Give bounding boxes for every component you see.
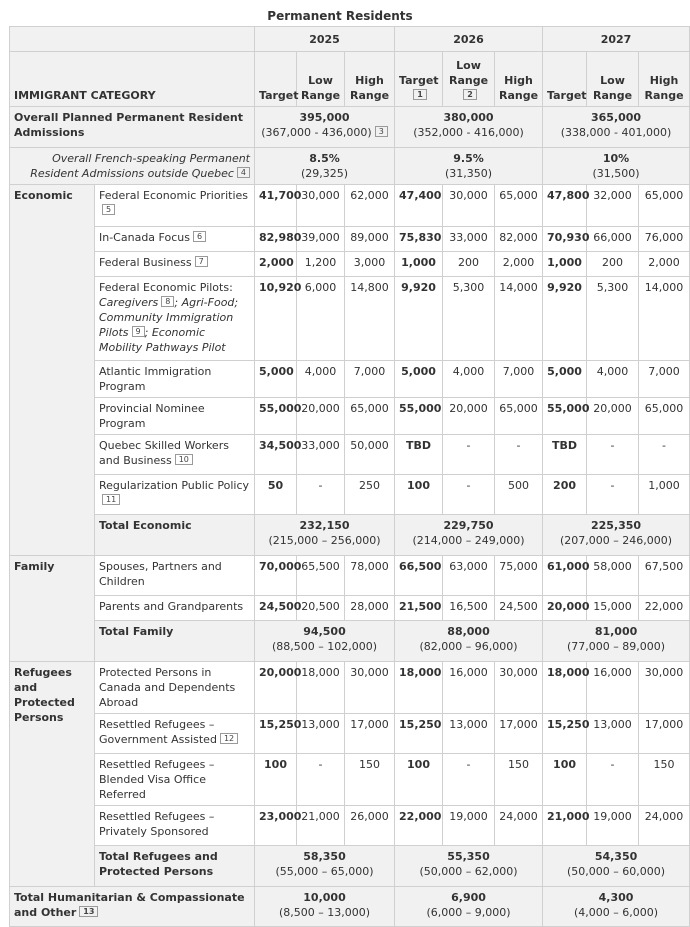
high-range-header: High Range <box>495 52 543 107</box>
row-label: Atlantic Immigration Program <box>95 361 255 398</box>
high-range-value: 150 <box>495 754 543 806</box>
high-range-value: 7,000 <box>639 361 690 398</box>
table-row <box>10 361 690 398</box>
target-value: 15,250 <box>395 714 443 754</box>
table-row <box>10 435 690 475</box>
economic-group-label: Economic <box>10 185 95 556</box>
target-value: 18,000 <box>395 662 443 714</box>
target-value: 34,500 <box>255 435 297 475</box>
target-value: 100 <box>543 754 587 806</box>
table-row <box>10 556 690 596</box>
overall-2025: 395,000 (367,000 - 436,000) 3 <box>255 107 395 148</box>
low-range-value: 19,000 <box>443 806 495 846</box>
high-range-value: 76,000 <box>639 227 690 252</box>
low-range-value: - <box>443 754 495 806</box>
low-range-value: 5,300 <box>587 277 639 361</box>
year-2025: 2025 <box>255 27 395 52</box>
row-label: Resettled Refugees – Privately Sponsored <box>95 806 255 846</box>
total-value: 94,500 (88,500 – 102,000) <box>255 621 395 662</box>
low-range-value: 19,000 <box>587 806 639 846</box>
table-row <box>10 596 690 621</box>
row-label: Regularization Public Policy11 <box>95 475 255 515</box>
total-label: Total Family <box>95 621 255 662</box>
total-label: Total Refugees and Protected Persons <box>95 846 255 887</box>
humanitarian-value: 6,900 (6,000 – 9,000) <box>395 887 543 927</box>
target-value: 100 <box>255 754 297 806</box>
target-value: TBD <box>395 435 443 475</box>
high-range-value: 75,000 <box>495 556 543 596</box>
target-value: 20,000 <box>543 596 587 621</box>
footnote-link[interactable]: 1 <box>413 89 427 100</box>
low-range-value: 58,000 <box>587 556 639 596</box>
humanitarian-label: Total Humanitarian & Compassionate and Other 13 <box>10 887 255 927</box>
table-row <box>10 714 690 754</box>
table-row <box>10 475 690 515</box>
total-value: 88,000 (82,000 – 96,000) <box>395 621 543 662</box>
target-value: 82,980 <box>255 227 297 252</box>
low-range-value: - <box>297 754 345 806</box>
high-range-value: 500 <box>495 475 543 515</box>
target-value: 18,000 <box>543 662 587 714</box>
total-row <box>10 621 690 662</box>
target-header: Target <box>255 52 297 107</box>
low-range-value: - <box>587 754 639 806</box>
target-value: 5,000 <box>255 361 297 398</box>
footnote-link[interactable]: 3 <box>375 126 388 137</box>
table-row <box>10 277 690 361</box>
low-range-value: 18,000 <box>297 662 345 714</box>
low-range-value: 20,500 <box>297 596 345 621</box>
footnote-link[interactable]: 12 <box>220 733 238 744</box>
high-range-value: 17,000 <box>495 714 543 754</box>
row-label: Spouses, Partners and Children <box>95 556 255 596</box>
low-range-value: 32,000 <box>587 185 639 227</box>
low-range-value: 15,000 <box>587 596 639 621</box>
high-range-value: 50,000 <box>345 435 395 475</box>
low-range-value: 4,000 <box>297 361 345 398</box>
target-value: 24,500 <box>255 596 297 621</box>
high-range-header: High Range <box>639 52 690 107</box>
row-label: Quebec Skilled Workers and Business 10 <box>95 435 255 475</box>
high-range-value: 65,000 <box>345 398 395 435</box>
target-value: 100 <box>395 475 443 515</box>
target-value: 5,000 <box>395 361 443 398</box>
header-blank <box>10 27 255 52</box>
target-value: 5,000 <box>543 361 587 398</box>
low-range-value: 13,000 <box>443 714 495 754</box>
table-row <box>10 662 690 714</box>
low-range-header: Low Range <box>297 52 345 107</box>
target-value: 50 <box>255 475 297 515</box>
low-range-value: - <box>587 475 639 515</box>
high-range-value: 1,000 <box>639 475 690 515</box>
low-range-value: 13,000 <box>297 714 345 754</box>
permanent-residents-table <box>9 26 690 927</box>
high-range-value: 65,000 <box>639 398 690 435</box>
low-range-value: - <box>443 475 495 515</box>
high-range-value: 67,500 <box>639 556 690 596</box>
target-value: 23,000 <box>255 806 297 846</box>
low-range-value: - <box>297 475 345 515</box>
year-2027: 2027 <box>543 27 690 52</box>
high-range-value: 22,000 <box>639 596 690 621</box>
low-range-value: 5,300 <box>443 277 495 361</box>
target-value: 47,800 <box>543 185 587 227</box>
target-value: 2,000 <box>255 252 297 277</box>
target-value: 100 <box>395 754 443 806</box>
target-header: Target 1 <box>395 52 443 107</box>
low-range-value: - <box>443 435 495 475</box>
target-value: 61,000 <box>543 556 587 596</box>
humanitarian-value: 4,300 (4,000 – 6,000) <box>543 887 690 927</box>
target-value: 15,250 <box>543 714 587 754</box>
high-range-value: 30,000 <box>495 662 543 714</box>
high-range-value: 82,000 <box>495 227 543 252</box>
overall-label: Overall Planned Permanent Resident Admissions <box>10 107 255 148</box>
row-label: Parents and Grandparents <box>95 596 255 621</box>
low-range-value: 200 <box>443 252 495 277</box>
footnote-link[interactable]: 11 <box>102 494 120 505</box>
footnote-link[interactable]: 10 <box>175 454 193 465</box>
table-row <box>10 754 690 806</box>
table-row <box>10 252 690 277</box>
high-range-value: 30,000 <box>345 662 395 714</box>
footnote-link[interactable]: 5 <box>102 204 115 215</box>
low-range-value: 6,000 <box>297 277 345 361</box>
high-range-value: 28,000 <box>345 596 395 621</box>
row-label: Provincial Nominee Program <box>95 398 255 435</box>
high-range-value: 14,800 <box>345 277 395 361</box>
high-range-value: 2,000 <box>495 252 543 277</box>
table-row <box>10 227 690 252</box>
table-row <box>10 398 690 435</box>
high-range-value: 24,000 <box>495 806 543 846</box>
high-range-value: 17,000 <box>639 714 690 754</box>
category-header: IMMIGRANT CATEGORY <box>10 52 255 107</box>
total-value: 54,350 (50,000 – 60,000) <box>543 846 690 887</box>
low-range-value: 21,000 <box>297 806 345 846</box>
low-range-value: 33,000 <box>297 435 345 475</box>
low-range-value: 1,200 <box>297 252 345 277</box>
low-range-header: Low Range <box>587 52 639 107</box>
low-range-value: 63,000 <box>443 556 495 596</box>
row-label: Federal Economic Priorities5 <box>95 185 255 227</box>
low-range-value: 20,000 <box>587 398 639 435</box>
target-value: 9,920 <box>395 277 443 361</box>
target-value: 21,500 <box>395 596 443 621</box>
low-range-value: - <box>587 435 639 475</box>
high-range-value: 65,000 <box>639 185 690 227</box>
low-range-value: 16,000 <box>443 662 495 714</box>
low-range-value: 39,000 <box>297 227 345 252</box>
high-range-value: 26,000 <box>345 806 395 846</box>
high-range-value: 7,000 <box>345 361 395 398</box>
high-range-value: 3,000 <box>345 252 395 277</box>
total-value: 229,750 (214,000 – 249,000) <box>395 515 543 556</box>
row-label: Federal Economic Pilots: Caregivers 8 ; Agri-Food; Community Immigration Pilots 9 ; Economic Mobility Pathways Pilot <box>95 277 255 361</box>
high-range-value: 65,000 <box>495 398 543 435</box>
total-value: 81,000 (77,000 – 89,000) <box>543 621 690 662</box>
year-2026: 2026 <box>395 27 543 52</box>
low-range-value: 20,000 <box>297 398 345 435</box>
low-range-value: 20,000 <box>443 398 495 435</box>
high-range-value: 62,000 <box>345 185 395 227</box>
french-label: Overall French-speaking Permanent Resident Admissions outside Quebec 4 <box>10 148 255 185</box>
row-label: Federal Business 7 <box>95 252 255 277</box>
target-value: 15,250 <box>255 714 297 754</box>
target-value: 200 <box>543 475 587 515</box>
target-value: 1,000 <box>543 252 587 277</box>
overall-2027: 365,000 (338,000 - 401,000) <box>543 107 690 148</box>
high-range-header: High Range <box>345 52 395 107</box>
target-value: TBD <box>543 435 587 475</box>
target-value: 20,000 <box>255 662 297 714</box>
low-range-value: 4,000 <box>587 361 639 398</box>
footnote-link[interactable]: 4 <box>237 167 250 178</box>
high-range-value: 17,000 <box>345 714 395 754</box>
low-range-value: 30,000 <box>297 185 345 227</box>
high-range-value: - <box>495 435 543 475</box>
low-range-value: 4,000 <box>443 361 495 398</box>
high-range-value: 24,500 <box>495 596 543 621</box>
high-range-value: 30,000 <box>639 662 690 714</box>
target-value: 1,000 <box>395 252 443 277</box>
footnote-link[interactable]: 9 <box>132 326 145 337</box>
total-row <box>10 846 690 887</box>
high-range-value: 14,000 <box>639 277 690 361</box>
low-range-value: 65,500 <box>297 556 345 596</box>
high-range-value: 78,000 <box>345 556 395 596</box>
high-range-value: 2,000 <box>639 252 690 277</box>
low-range-value: 30,000 <box>443 185 495 227</box>
target-value: 75,830 <box>395 227 443 252</box>
humanitarian-value: 10,000 (8,500 – 13,000) <box>255 887 395 927</box>
total-value: 232,150 (215,000 – 256,000) <box>255 515 395 556</box>
table-caption: Permanent Residents <box>267 9 413 23</box>
high-range-value: 24,000 <box>639 806 690 846</box>
target-value: 47,400 <box>395 185 443 227</box>
low-range-header: Low Range 2 <box>443 52 495 107</box>
low-range-value: 13,000 <box>587 714 639 754</box>
row-label: Protected Persons in Canada and Dependents Abroad <box>95 662 255 714</box>
total-row <box>10 515 690 556</box>
high-range-value: 65,000 <box>495 185 543 227</box>
target-value: 70,000 <box>255 556 297 596</box>
high-range-value: 7,000 <box>495 361 543 398</box>
footnote-link[interactable]: 7 <box>195 256 208 267</box>
table-row <box>10 185 690 227</box>
low-range-value: 200 <box>587 252 639 277</box>
target-value: 55,000 <box>255 398 297 435</box>
target-header: Target <box>543 52 587 107</box>
french-2026: 9.5% (31,350) <box>395 148 543 185</box>
total-value: 58,350 (55,000 – 65,000) <box>255 846 395 887</box>
row-label: In-Canada Focus 6 <box>95 227 255 252</box>
target-value: 41,700 <box>255 185 297 227</box>
total-label: Total Economic <box>95 515 255 556</box>
footnote-link[interactable]: 13 <box>79 906 98 917</box>
humanitarian-row <box>10 887 690 927</box>
high-range-value: 250 <box>345 475 395 515</box>
low-range-value: 16,000 <box>587 662 639 714</box>
family-group-label: Family <box>10 556 95 662</box>
target-value: 55,000 <box>543 398 587 435</box>
total-value: 225,350 (207,000 – 246,000) <box>543 515 690 556</box>
high-range-value: 14,000 <box>495 277 543 361</box>
row-label: Resettled Refugees – Blended Visa Office Referred <box>95 754 255 806</box>
target-value: 9,920 <box>543 277 587 361</box>
target-value: 21,000 <box>543 806 587 846</box>
table-row <box>10 806 690 846</box>
footnote-link[interactable]: 2 <box>463 89 477 100</box>
low-range-value: 33,000 <box>443 227 495 252</box>
target-value: 55,000 <box>395 398 443 435</box>
low-range-value: 16,500 <box>443 596 495 621</box>
french-2025: 8.5% (29,325) <box>255 148 395 185</box>
footnote-link[interactable]: 8 <box>161 296 174 307</box>
target-value: 22,000 <box>395 806 443 846</box>
low-range-value: 66,000 <box>587 227 639 252</box>
french-2027: 10% (31,500) <box>543 148 690 185</box>
high-range-value: - <box>639 435 690 475</box>
overall-2026: 380,000 (352,000 - 416,000) <box>395 107 543 148</box>
high-range-value: 150 <box>639 754 690 806</box>
total-value: 55,350 (50,000 – 62,000) <box>395 846 543 887</box>
target-value: 70,930 <box>543 227 587 252</box>
footnote-link[interactable]: 6 <box>193 231 206 242</box>
high-range-value: 150 <box>345 754 395 806</box>
target-value: 10,920 <box>255 277 297 361</box>
high-range-value: 89,000 <box>345 227 395 252</box>
target-value: 66,500 <box>395 556 443 596</box>
refugees-group-label: Refugees and Protected Persons <box>10 662 95 887</box>
row-label: Resettled Refugees – Government Assisted 12 <box>95 714 255 754</box>
